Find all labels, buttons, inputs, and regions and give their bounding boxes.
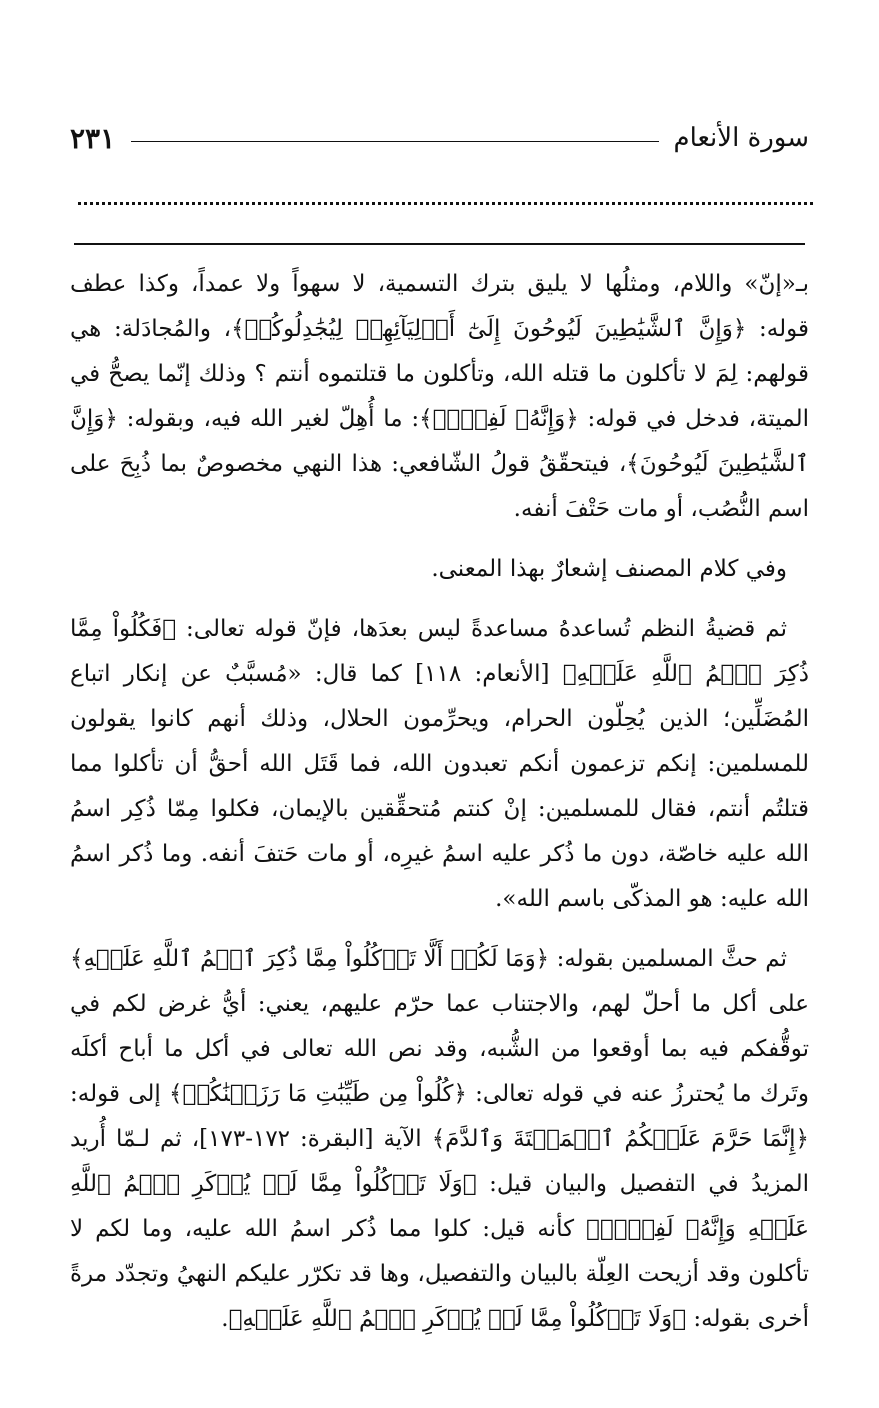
surah-title: سورة الأنعام [673,123,809,153]
paragraph: وفي كلام المصنف إشعارٌ بهذا المعنى. [431,556,787,582]
paragraph: ثم قضيةُ النظم تُساعدهُ مساعدةً ليس بعدَها، فإنّ قوله تعالى: ﴿فَكُلُواْ مِمَّا ذُكِرَ ٱسۡمُ ٱللَّهِ عَلَيۡهِ﴾ [الأنعام: ١١٨] كما قال: «مُسبَّبٌ عن إنكار اتباع المُضَلِّين؛ الذين يُحِلّون الحرام، ويحرِّمون الحلال، وذلك أنهم كانوا يقولون للمسلمين: إنكم تزعمون أنكم تعبدون الله، فما قَتَل الله أحقُّ أن تأكلوا مما قتلتُم أنتم، فقال للمسلمين: إنْ كنتم مُتحقِّقين بالإيمان، فكلوا مِمّا ذُكِر اسمُ الله عليه خاصّة، دون ما ذُكر عليه اسمُ غيرِه، أو مات حَتفَ أنفه. وما ذُكر اسمُ الله عليه: هو المذكّى باسم الله». [70,616,809,912]
dotted-divider [78,196,813,206]
header-rule [131,141,659,142]
running-header [70,118,809,158]
page-number: ٢٣١ [70,121,116,155]
main-text [70,262,809,1357]
paragraph: بـ«إنّ» واللام، ومثلُها لا يليق بترك التسمية، لا سهواً ولا عمداً، وكذا عطف قوله: ﴿وَإِنَّ ٱلشَّيَٰطِينَ لَيُوحُونَ إِلَىٰٓ أَوۡلِيَآئِهِمۡ لِيُجَٰدِلُوكُمۡ﴾، والمُجادَلة: هي قولهم: لِمَ لا تأكلون ما قتله الله، وتأكلون ما قتلتموه أنتم ؟ وذلك إنّما يصحُّ في الميتة، فدخل في قوله: ﴿وَإِنَّهُۥ لَفِسۡقٞ﴾: ما أُهِلّ لغير الله فيه، وبقوله: ﴿وَإِنَّ ٱلشَّيَٰطِينَ لَيُوحُونَ﴾، فيتحقّقُ قولُ الشّافعي: هذا النهي مخصوصٌ بما ذُبِحَ على اسم النُّصُب، أو مات حَتْفَ أنفه. [70,271,809,522]
text-separator [74,243,805,245]
paragraph: ثم حثَّ المسلمين بقوله: ﴿وَمَا لَكُمۡ أَلَّا تَأۡكُلُواْ مِمَّا ذُكِرَ ٱسۡمُ ٱللَّهِ عَلَيۡهِ﴾ على أكل ما أحلّ لهم، والاجتناب عما حرّم عليهم، يعني: أيُّ غرض لكم في توقُّفكم فيه بما أوقعوا من الشُّبه، وقد نص الله تعالى في أكل ما أباح أكلَه وتَرك ما يُحترزُ عنه في قوله تعالى: ﴿كُلُواْ مِن طَيِّبَٰتِ مَا رَزَقۡنَٰكُمۡ﴾ إلى قوله: ﴿إِنَّمَا حَرَّمَ عَلَيۡكُمُ ٱلۡمَيۡتَةَ وَٱلدَّمَ﴾ الآية [البقرة: ١٧٢-١٧٣]، ثم لـمّا أُريد المزيدُ في التفصيل والبيان قيل: ﴿وَلَا تَأۡكُلُواْ مِمَّا لَمۡ يُذۡكَرِ ٱسۡمُ ٱللَّهِ عَلَيۡهِ وَإِنَّهُۥ لَفِسۡقٞ﴾ كأنه قيل: كلوا مما ذُكر اسمُ الله عليه، وما لكم لا تأكلون وقد أزيحت العِلّة بالبيان والتفصيل، وها قد تكرّر عليكم النهيُ وتجدّد مرةً أخرى بقوله: ﴿وَلَا تَأۡكُلُواْ مِمَّا لَمۡ يُذۡكَرِ ٱسۡمُ ٱللَّهِ عَلَيۡهِ﴾. [70,946,809,1332]
